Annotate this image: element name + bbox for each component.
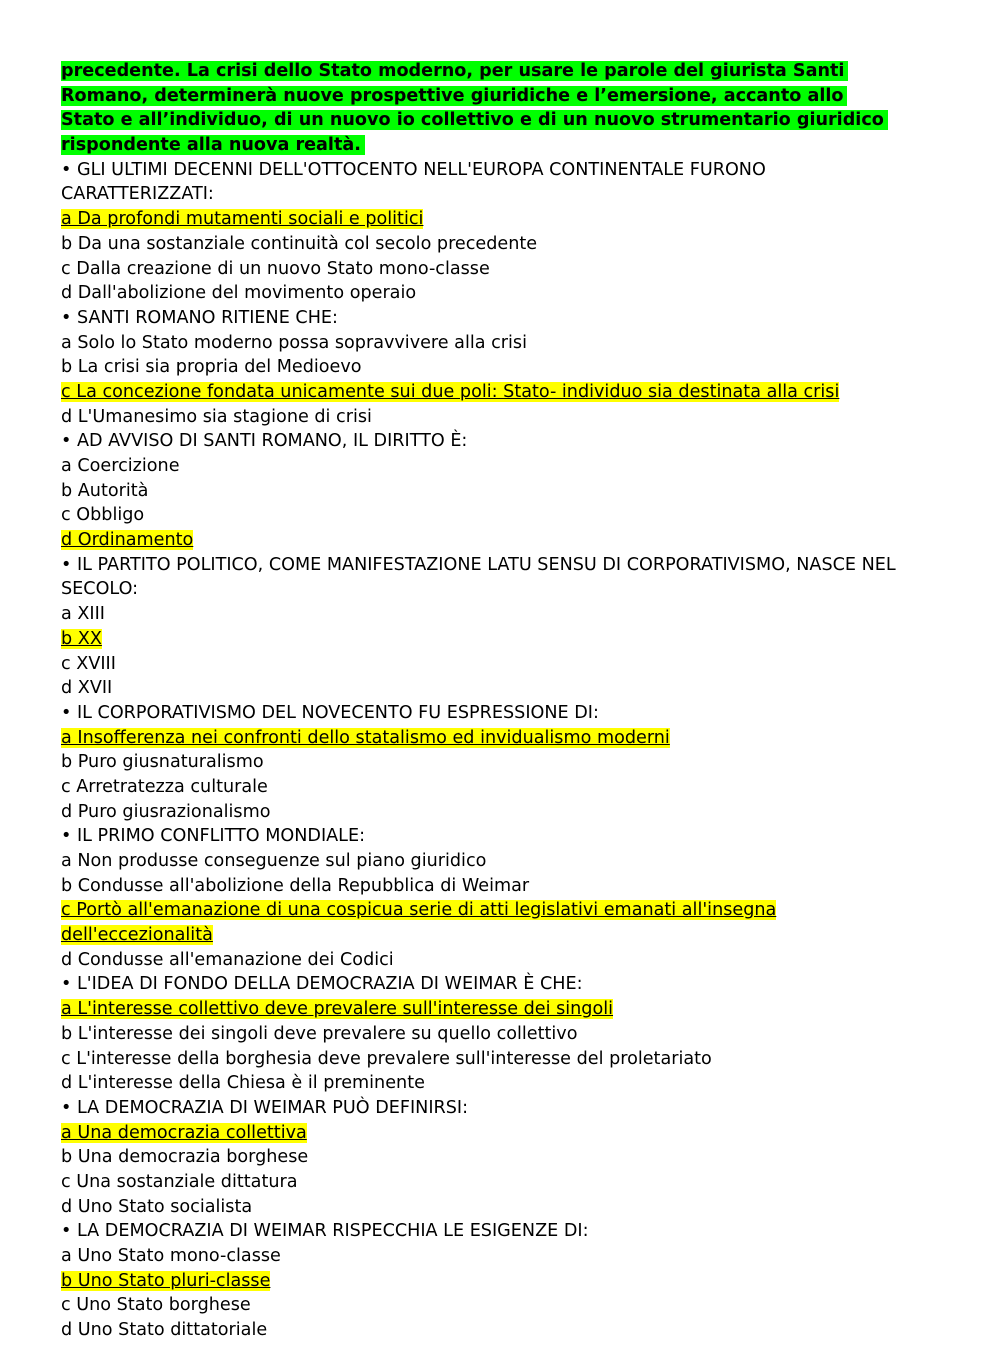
- option-text: b L'interesse dei singoli deve prevalere su quello collettivo: [61, 1023, 578, 1044]
- option-text: b La crisi sia propria del Medioevo: [61, 357, 362, 378]
- answer-option: [61, 775, 961, 800]
- option-text: a L'interesse collettivo deve prevalere sull'interesse dei singoli: [61, 999, 614, 1020]
- correct-answer-option: [61, 380, 961, 405]
- answer-option: [61, 800, 961, 825]
- answer-option: [61, 602, 961, 627]
- answer-option: [61, 355, 961, 380]
- correct-answer-option: [61, 1269, 961, 1294]
- option-text: a Solo lo Stato moderno possa sopravvivere alla crisi: [61, 332, 527, 353]
- question-block: [61, 1219, 961, 1342]
- option-text: c Uno Stato borghese: [61, 1295, 251, 1316]
- question-block: [61, 306, 961, 429]
- intro-line-text: Romano, determinerà nuove prospettive giuridiche e l’emersione, accanto allo: [61, 86, 847, 106]
- correct-answer-option: [61, 627, 961, 652]
- question-text: • IL CORPORATIVISMO DEL NOVECENTO FU ESPRESSIONE DI:: [61, 702, 599, 723]
- correct-answer-option: [61, 923, 961, 948]
- option-text: d Condusse all'emanazione dei Codici: [61, 949, 394, 970]
- question-block: [61, 553, 961, 701]
- question-text: CARATTERIZZATI:: [61, 184, 214, 205]
- correct-answer-option: [61, 207, 961, 232]
- question-text: • L'IDEA DI FONDO DELLA DEMOCRAZIA DI WEIMAR È CHE:: [61, 974, 583, 995]
- option-text: d Uno Stato socialista: [61, 1196, 253, 1217]
- option-text: b Da una sostanziale continuità col secolo precedente: [61, 233, 538, 254]
- question-text: • GLI ULTIMI DECENNI DELL'OTTOCENTO NELL'EUROPA CONTINENTALE FURONO: [61, 159, 766, 180]
- answer-option: [61, 1244, 961, 1269]
- option-text: b Uno Stato pluri-classe: [61, 1270, 271, 1291]
- option-text: a Una democrazia collettiva: [61, 1122, 307, 1143]
- question-block: [61, 1096, 961, 1219]
- option-text: d Dall'abolizione del movimento operaio: [61, 283, 417, 304]
- correct-answer-option: [61, 1121, 961, 1146]
- option-text: b Una democrazia borghese: [61, 1147, 309, 1168]
- intro-line-text: rispondente alla nuova realtà.: [61, 135, 365, 155]
- question-text: • LA DEMOCRAZIA DI WEIMAR RISPECCHIA LE ESIGENZE DI:: [61, 1221, 589, 1242]
- question-text: • IL PRIMO CONFLITTO MONDIALE:: [61, 826, 366, 847]
- answer-option: [61, 405, 961, 430]
- question-list: [61, 158, 961, 1343]
- answer-option: [61, 1318, 961, 1343]
- option-text: d Ordinamento: [61, 530, 194, 551]
- intro-paragraph: [61, 59, 961, 158]
- question-block: [61, 972, 961, 1095]
- correct-answer-option: [61, 997, 961, 1022]
- intro-line: [61, 59, 961, 84]
- option-text: a Da profondi mutamenti sociali e politici: [61, 209, 424, 230]
- intro-line-text: precedente. La crisi dello Stato moderno, per usare le parole del giurista Santi: [61, 61, 848, 81]
- answer-option: [61, 1022, 961, 1047]
- answer-option: [61, 1170, 961, 1195]
- option-text: b Condusse all'abolizione della Repubblica di Weimar: [61, 875, 530, 896]
- answer-option: [61, 281, 961, 306]
- question-text: • LA DEMOCRAZIA DI WEIMAR PUÒ DEFINIRSI:: [61, 1097, 469, 1118]
- option-text: d Puro giusrazionalismo: [61, 801, 271, 822]
- option-text: c Arretratezza culturale: [61, 776, 268, 797]
- answer-option: [61, 676, 961, 701]
- question-text: • IL PARTITO POLITICO, COME MANIFESTAZIONE LATU SENSU DI CORPORATIVISMO, NASCE NEL: [61, 554, 896, 575]
- answer-option: [61, 948, 961, 973]
- answer-option: [61, 232, 961, 257]
- question-block: [61, 701, 961, 824]
- option-text: d Uno Stato dittatoriale: [61, 1320, 268, 1341]
- question-text: SECOLO:: [61, 579, 139, 600]
- intro-line: [61, 133, 961, 158]
- question-block: [61, 824, 961, 972]
- answer-option: [61, 1071, 961, 1096]
- option-text: c Portò all'emanazione di una cospicua serie di atti legislativi emanati all'insegna: [61, 900, 777, 921]
- question-text: • AD AVVISO DI SANTI ROMANO, IL DIRITTO È:: [61, 431, 468, 452]
- correct-answer-option: [61, 898, 961, 923]
- answer-option: [61, 1145, 961, 1170]
- option-text: a Uno Stato mono-classe: [61, 1246, 281, 1266]
- intro-line: [61, 108, 961, 133]
- answer-option: [61, 652, 961, 677]
- option-text: b Autorità: [61, 480, 149, 501]
- option-text: c Dalla creazione di un nuovo Stato mono-classe: [61, 258, 490, 279]
- question-block: [61, 429, 961, 552]
- option-text: dell'eccezionalità: [61, 925, 213, 946]
- answer-option: [61, 849, 961, 874]
- answer-option: [61, 1293, 961, 1318]
- option-text: c La concezione fondata unicamente sui due poli: Stato- individuo sia destinata alla crisi: [61, 381, 840, 402]
- option-text: c XVIII: [61, 653, 116, 674]
- question-block: [61, 158, 961, 306]
- option-text: b XX: [61, 628, 102, 649]
- option-text: b Puro giusnaturalismo: [61, 752, 264, 773]
- option-text: c Obbligo: [61, 505, 145, 526]
- option-text: c L'interesse della borghesia deve prevalere sull'interesse del proletariato: [61, 1048, 712, 1069]
- option-text: a Insofferenza nei confronti dello statalismo ed invidualismo moderni: [61, 727, 670, 748]
- document-page: [61, 59, 961, 1343]
- answer-option: [61, 331, 961, 356]
- option-text: d L'Umanesimo sia stagione di crisi: [61, 406, 372, 427]
- answer-option: [61, 874, 961, 899]
- answer-option: [61, 750, 961, 775]
- correct-answer-option: [61, 726, 961, 751]
- option-text: a Coercizione: [61, 456, 180, 476]
- option-text: a Non produsse conseguenze sul piano giuridico: [61, 851, 487, 871]
- answer-option: [61, 1047, 961, 1072]
- answer-option: [61, 257, 961, 282]
- option-text: a XIII: [61, 604, 105, 625]
- intro-line-text: Stato e all’individuo, di un nuovo io collettivo e di un nuovo strumentario giuridico: [61, 110, 888, 130]
- answer-option: [61, 454, 961, 479]
- correct-answer-option: [61, 528, 961, 553]
- question-text: • SANTI ROMANO RITIENE CHE:: [61, 307, 338, 328]
- option-text: d XVII: [61, 678, 113, 699]
- option-text: d L'interesse della Chiesa è il preminente: [61, 1073, 425, 1094]
- option-text: c Una sostanziale dittatura: [61, 1171, 298, 1192]
- answer-option: [61, 503, 961, 528]
- answer-option: [61, 479, 961, 504]
- intro-line: [61, 84, 961, 109]
- answer-option: [61, 1195, 961, 1220]
